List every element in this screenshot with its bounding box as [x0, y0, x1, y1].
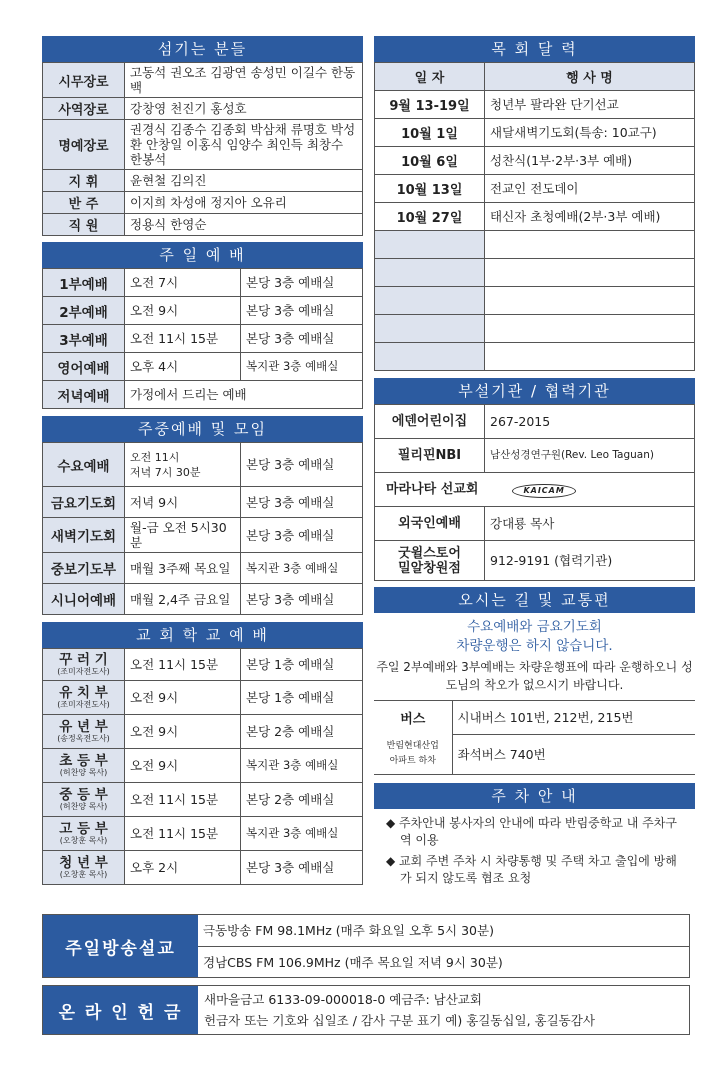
broadcast-line-2: 경남CBS FM 106.9MHz (매주 목요일 저녁 9시 30분): [203, 955, 503, 970]
bus-line-1: 시내버스 101번, 212번, 215번: [452, 701, 695, 735]
weekday-place: 본당 3층 예배실: [241, 518, 363, 553]
sunday-label-text: 영어예배: [57, 360, 110, 377]
sunday-label-text: 3부예배: [59, 332, 108, 349]
sunday-label: [43, 325, 125, 353]
affiliates-header: 부설기관 / 협력기관: [374, 378, 695, 404]
calendar-event: 새달새벽기도회(특송: 10교구): [485, 119, 695, 147]
servers-names: 권경식 김종수 김종회 박삼채 류명호 박성환 안창일 이홍식 임양수 최인득 최창수 한봉석: [125, 120, 363, 170]
weekday-place: 본당 3층 예배실: [241, 443, 363, 487]
weekday-time: 매월 3주째 목요일: [125, 553, 241, 584]
calendar-empty-date: [375, 259, 485, 287]
calendar-empty-date: [375, 343, 485, 371]
servers-role: 시무장로: [43, 63, 125, 98]
school-label: [43, 681, 125, 715]
sunday-row: [43, 353, 363, 381]
sunday-table: [42, 268, 363, 409]
calendar-date: 10월 6일: [375, 147, 485, 175]
calendar-empty-date: [375, 287, 485, 315]
parking-item-text: 교회 주변 주차 시 차량통행 및 주택 차고 출입에 방해가 되지 않도록 협조 요청: [399, 854, 677, 885]
parking-item-text: 주차안내 봉사자의 안내에 따라 반림중학교 내 주차구역 이용: [399, 816, 677, 847]
offering-label: 온 라 인 헌 금: [43, 986, 198, 1034]
servers-names: 강창영 천진기 홍성호: [125, 98, 363, 120]
school-header: 교 회 학 교 예 배: [42, 622, 363, 648]
weekday-time: 매월 2,4주 금요일: [125, 584, 241, 615]
sunday-row: [43, 269, 363, 297]
school-row: [43, 749, 363, 783]
affiliate-row: [375, 473, 695, 507]
calendar-table: [374, 62, 695, 371]
calendar-date: 10월 13일: [375, 175, 485, 203]
calendar-empty-row: [375, 343, 695, 371]
affiliate-row: [375, 507, 695, 541]
weekday-label-text: 중보기도부: [50, 562, 117, 578]
school-leader: (조미자전도사): [57, 699, 110, 709]
school-time: 오전 9시: [125, 749, 241, 783]
school-place: 본당 1층 예배실: [241, 649, 363, 681]
calendar-row: [375, 175, 695, 203]
sunday-row: [43, 325, 363, 353]
sunday-row: [43, 381, 363, 409]
offering-line-2: 헌금자 또는 기호와 십일조 / 감사 구분 표기 예) 홍길동십일, 홍길동감사: [204, 1013, 595, 1028]
weekday-label-text: 수요예배: [57, 458, 110, 475]
affiliate-logo-row: [375, 473, 695, 507]
weekday-place: 복지관 3층 예배실: [241, 553, 363, 584]
sunday-label: [43, 269, 125, 297]
weekday-label: [43, 584, 125, 615]
weekday-time: 오전 11시 저녁 7시 30분: [125, 443, 241, 487]
calendar-date: 9월 13-19일: [375, 91, 485, 119]
school-time: 오후 2시: [125, 851, 241, 885]
school-place: 본당 3층 예배실: [241, 851, 363, 885]
affiliate-value: 남산성경연구원(Rev. Leo Taguan): [485, 439, 695, 473]
sunday-place: 복지관 3층 예배실: [241, 353, 363, 381]
servers-role: 지 휘: [43, 170, 125, 192]
calendar-row: [375, 119, 695, 147]
sunday-place: 본당 3층 예배실: [241, 325, 363, 353]
servers-row: [43, 214, 363, 236]
sunday-label-text: 2부예배: [59, 304, 108, 321]
weekday-row: [43, 584, 363, 615]
school-row: [43, 649, 363, 681]
school-row: [43, 817, 363, 851]
bus-stop: 반림현대산업 아파트 하차: [374, 735, 452, 775]
servers-role: 사역장로: [43, 98, 125, 120]
school-place: 복지관 3층 예배실: [241, 817, 363, 851]
school-leader: (조미자전도사): [57, 666, 110, 676]
school-place: 본당 2층 예배실: [241, 783, 363, 817]
school-time: 오전 11시 15분: [125, 783, 241, 817]
calendar-row: [375, 203, 695, 231]
school-label-text: 꾸 러 기: [59, 651, 108, 668]
school-label: [43, 851, 125, 885]
weekday-row: [43, 487, 363, 518]
sunday-time: 오후 4시: [125, 353, 241, 381]
servers-table: [42, 62, 363, 236]
weekday-row: [43, 518, 363, 553]
parking-list: [374, 809, 695, 887]
weekday-row: [43, 553, 363, 584]
school-label-text: 청 년 부: [59, 854, 108, 871]
calendar-col-event: 행 사 명: [485, 63, 695, 91]
calendar-empty-event: [485, 343, 695, 371]
calendar-empty-date: [375, 315, 485, 343]
school-place: 본당 2층 예배실: [241, 715, 363, 749]
calendar-empty-event: [485, 259, 695, 287]
affiliate-row: [375, 439, 695, 473]
weekday-row: [43, 443, 363, 487]
affiliate-value: 강대룡 목사: [485, 507, 695, 541]
weekday-label: [43, 518, 125, 553]
weekday-place: 본당 3층 예배실: [241, 487, 363, 518]
school-place: 복지관 3층 예배실: [241, 749, 363, 783]
calendar-date: 10월 27일: [375, 203, 485, 231]
school-row: [43, 681, 363, 715]
servers-role: 반 주: [43, 192, 125, 214]
affiliate-label: 외국인예배: [375, 507, 485, 541]
school-row: [43, 783, 363, 817]
weekday-table: [42, 442, 363, 615]
sunday-label: [43, 381, 125, 409]
calendar-event: 전교인 전도데이: [485, 175, 695, 203]
servers-names: 이지희 차성애 정지아 오유리: [125, 192, 363, 214]
bus-label: 버스: [374, 701, 452, 735]
school-table: [42, 648, 363, 885]
school-leader: (송정옥전도사): [57, 733, 110, 743]
school-time: 오전 9시: [125, 715, 241, 749]
school-label-text: 초 등 부: [59, 752, 108, 769]
servers-names: 정용식 한영순: [125, 214, 363, 236]
calendar-event: 태신자 초청예배(2부·3부 예배): [485, 203, 695, 231]
servers-row: [43, 63, 363, 98]
weekday-label: [43, 487, 125, 518]
broadcast-box: [42, 914, 690, 978]
servers-names: 고동석 권오조 김광연 송성민 이길수 한동백: [125, 63, 363, 98]
servers-row: [43, 170, 363, 192]
sunday-label-text: 1부예배: [59, 276, 108, 293]
right-column: [374, 36, 695, 891]
servers-role: 명예장로: [43, 120, 125, 170]
affiliate-row: [375, 405, 695, 439]
weekday-label-text: 시니어예배: [50, 593, 117, 609]
school-time: 오전 11시 15분: [125, 649, 241, 681]
calendar-row: [375, 147, 695, 175]
weekday-label-text: 새벽기도회: [50, 529, 117, 545]
calendar-event: 청년부 팔라완 단기선교: [485, 91, 695, 119]
diamond-icon: ◆: [386, 816, 400, 830]
weekday-label-text: 금요기도회: [50, 496, 117, 512]
sunday-time: 가정에서 드리는 예배: [125, 381, 363, 409]
servers-role: 직 원: [43, 214, 125, 236]
sunday-row: [43, 297, 363, 325]
school-row: [43, 715, 363, 749]
directions-header: 오시는 길 및 교통편: [374, 587, 695, 613]
weekday-label: [43, 443, 125, 487]
parking-item: [386, 853, 685, 887]
school-leader: (허찬양 목사): [59, 767, 108, 777]
weekday-time: 월-금 오전 5시30분: [125, 518, 241, 553]
broadcast-line-1: 극동방송 FM 98.1MHz (매주 화요일 오후 5시 30분): [198, 915, 689, 947]
school-leader: (오창훈 목사): [59, 869, 108, 879]
weekday-time: 저녁 9시: [125, 487, 241, 518]
school-time: 오전 9시: [125, 681, 241, 715]
school-label-text: 중 등 부: [59, 786, 108, 803]
school-label-text: 유 년 부: [59, 718, 108, 735]
servers-row: [43, 98, 363, 120]
affiliate-row: [375, 541, 695, 581]
affiliate-label: 필리핀NBI: [375, 439, 485, 473]
school-label-text: 유 치 부: [59, 684, 108, 701]
school-row: [43, 851, 363, 885]
affiliate-label: 마라나타 선교회: [386, 482, 479, 497]
school-label: [43, 783, 125, 817]
school-label: [43, 817, 125, 851]
sunday-header: 주 일 예 배: [42, 242, 363, 268]
servers-row: [43, 192, 363, 214]
calendar-empty-row: [375, 315, 695, 343]
calendar-col-date: 일 자: [375, 63, 485, 91]
affiliate-label: 굿윌스토어 밀알창원점: [375, 541, 485, 581]
broadcast-label: 주일방송설교: [43, 915, 198, 977]
offering-line-1: 새마을금고 6133-09-000018-0 예금주: 남산교회: [204, 992, 482, 1007]
affiliate-value: 912-9191 (협력기관): [485, 541, 695, 581]
weekday-header: 주중예배 및 모임: [42, 416, 363, 442]
left-column: [42, 36, 363, 885]
affiliate-value: 267-2015: [485, 405, 695, 439]
offering-box: [42, 985, 690, 1035]
parking-header: 주 차 안 내: [374, 783, 695, 809]
parking-item: [386, 815, 685, 849]
calendar-empty-event: [485, 231, 695, 259]
weekday-place: 본당 3층 예배실: [241, 584, 363, 615]
servers-row: [43, 120, 363, 170]
calendar-row: [375, 91, 695, 119]
calendar-empty-event: [485, 287, 695, 315]
sunday-label: [43, 353, 125, 381]
school-label: [43, 749, 125, 783]
sunday-time: 오전 7시: [125, 269, 241, 297]
school-label-text: 고 등 부: [59, 820, 108, 837]
notice-line-2: 차량운행은 하지 않습니다.: [456, 638, 613, 654]
school-leader: (허찬양 목사): [59, 801, 108, 811]
sunday-label-text: 저녁예배: [57, 388, 110, 405]
school-place: 본당 1층 예배실: [241, 681, 363, 715]
school-time: 오전 11시 15분: [125, 817, 241, 851]
affiliate-label: 에덴어린이집: [375, 405, 485, 439]
calendar-empty-date: [375, 231, 485, 259]
servers-names: 윤현철 김의진: [125, 170, 363, 192]
notice-line-3: 주일 2부예배와 3부예배는 차량운행표에 따라 운행하오니 성도님의 착오가 없으시기 바랍니다.: [376, 660, 693, 692]
directions-notice: [374, 613, 695, 694]
calendar-date: 10월 1일: [375, 119, 485, 147]
sunday-time: 오전 11시 15분: [125, 325, 241, 353]
bus-line-2: 좌석버스 740번: [452, 735, 695, 775]
sunday-label: [43, 297, 125, 325]
calendar-empty-row: [375, 231, 695, 259]
calendar-header: 목 회 달 력: [374, 36, 695, 62]
calendar-empty-row: [375, 259, 695, 287]
notice-line-1: 수요예배와 금요기도회: [467, 619, 602, 635]
diamond-icon: ◆: [386, 854, 400, 868]
calendar-event: 성찬식(1부·2부·3부 예배): [485, 147, 695, 175]
weekday-label: [43, 553, 125, 584]
affiliates-table: [374, 404, 695, 581]
servers-header: 섬기는 분들: [42, 36, 363, 62]
calendar-empty-event: [485, 315, 695, 343]
bus-table: [374, 700, 695, 775]
sunday-time: 오전 9시: [125, 297, 241, 325]
school-label: [43, 649, 125, 681]
kaicam-logo: KAICAM: [512, 484, 575, 498]
sunday-place: 본당 3층 예배실: [241, 297, 363, 325]
calendar-empty-row: [375, 287, 695, 315]
school-label: [43, 715, 125, 749]
sunday-place: 본당 3층 예배실: [241, 269, 363, 297]
school-leader: (오창훈 목사): [59, 835, 108, 845]
